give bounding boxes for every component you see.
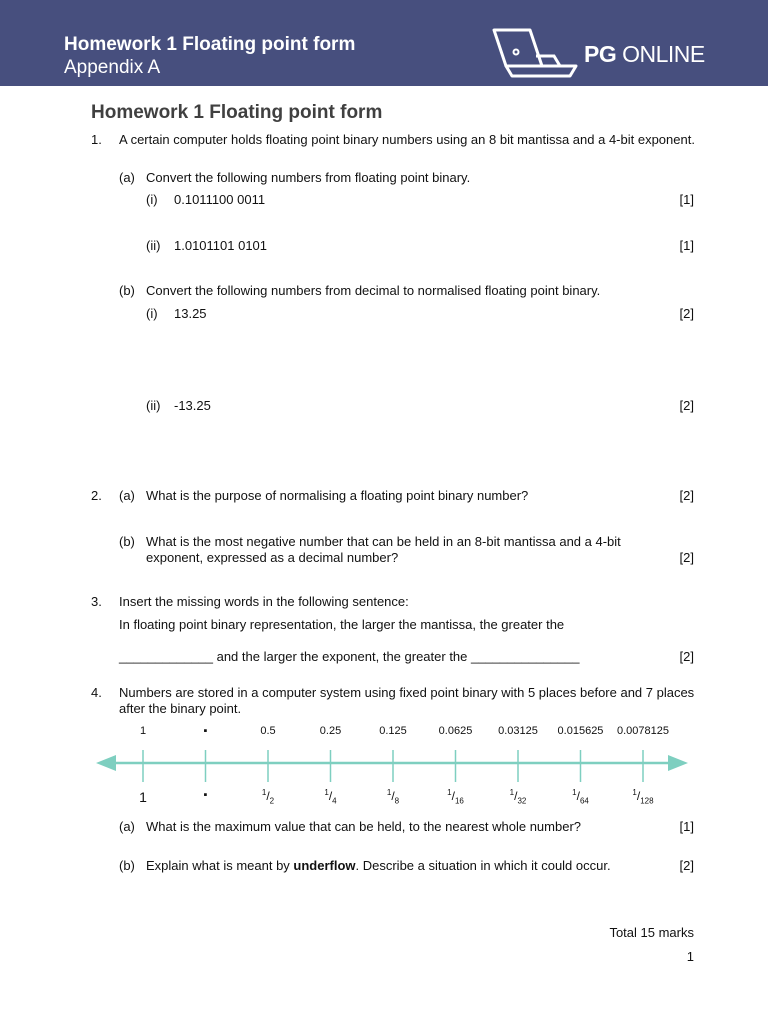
number-line-bottom-label: $^1/_{16}$ [447,788,464,806]
number-line-top-label: 0.25 [319,725,342,737]
q4a-mark: [1] [679,819,694,834]
number-line-bottom-label: $^1/_{64}$ [572,788,589,806]
laptop-icon [490,26,578,80]
arrow-left-icon [96,755,116,771]
number-line [90,722,700,812]
number-line-top-label: 0.015625 [557,725,604,737]
number-line-top-label: 0.0078125 [617,725,669,737]
q2-number: 2. [91,488,102,503]
number-line-top-label: ▪ [203,725,208,737]
q2a-text: What is the purpose of normalising a floating point binary number? [146,488,529,503]
q1a-i-text: 0.1011100 0011 [174,192,266,207]
q4a-text: What is the maximum value that can be held, to the nearest whole number? [146,819,582,834]
q2a-mark: [2] [679,488,694,503]
q2b-label: (b) [119,534,135,549]
q1b-i-label: (i) [146,306,158,321]
number-line-top-label: 0.03125 [498,725,538,737]
q3-sentence: In floating point binary representation, the larger the mantissa, the greater the [119,617,565,632]
number-line-bottom-label: ▪ [203,789,208,801]
q2a-label: (a) [119,488,135,503]
q1-number: 1. [91,132,102,147]
number-line-bottom-label: $^1/_{32}$ [509,788,527,806]
q4b-label: (b) [119,858,135,873]
total-marks: Total 15 marks [609,925,694,940]
number-line-bottom-label: $^1/_8$ [386,788,400,806]
q1a-i-label: (i) [146,192,158,207]
q3-blank-line: _____________ and the larger the exponent, the greater the _______________ [119,649,580,664]
page-number: 1 [686,949,694,964]
document-title: Homework 1 Floating point form [91,102,383,123]
q1a-ii-label: (ii) [146,238,161,253]
q4-text: Numbers are stored in a computer system using fixed point binary with 5 places before and 7 places after the binary point. [119,685,695,716]
page-header [0,0,768,86]
q1b-text: Convert the following numbers from decimal to normalised floating point binary. [146,283,601,298]
q1a-label: (a) [119,170,135,185]
number-line-top-label: 1 [139,725,147,737]
q2b-mark: [2] [679,550,694,565]
q1a-i-mark: [1] [679,192,694,207]
q3-mark: [2] [679,649,694,664]
number-line-bottom-label: $^1/_{128}$ [632,788,654,806]
q1b-ii-text: -13.25 [174,398,211,413]
q1a-ii-text: 1.0101101 0101 [174,238,268,253]
header-title: Homework 1 Floating point form [64,34,356,55]
number-line-bottom-label: 1 [139,789,147,805]
number-line-top-label: 0.0625 [438,725,473,737]
q1b-i-text: 13.25 [174,306,207,321]
q1b-ii-label: (ii) [146,398,161,413]
q4a-label: (a) [119,819,135,834]
number-line-bottom-label: $^1/_2$ [261,788,275,806]
q3-number: 3. [91,594,102,609]
q1b-ii-mark: [2] [679,398,694,413]
number-line-top-label: 0.125 [379,725,407,737]
q2b-text: What is the most negative number that can be held in an 8-bit mantissa and a 4-bit exponent, expressed as a decimal number? [146,534,621,565]
number-line-top-label: 0.5 [260,725,276,737]
arrow-right-icon [668,755,688,771]
q4b-text: Explain what is meant by underflow. Describe a situation in which it could occur. [146,858,611,873]
q1b-i-mark: [2] [679,306,694,321]
q1a-text: Convert the following numbers from floating point binary. [146,170,471,185]
q1a-ii-mark: [1] [679,238,694,253]
header-subtitle: Appendix A [64,57,161,78]
q1b-label: (b) [119,283,135,298]
number-line-bottom-label: $^1/_4$ [324,788,337,806]
q1-text: A certain computer holds floating point binary numbers using an 8 bit mantissa and a 4-bit exponent. [119,132,695,147]
q4b-mark: [2] [679,858,694,873]
q3-text: Insert the missing words in the following sentence: [119,594,409,609]
logo-text: PG ONLINE [584,41,705,67]
q4-number: 4. [91,685,102,700]
